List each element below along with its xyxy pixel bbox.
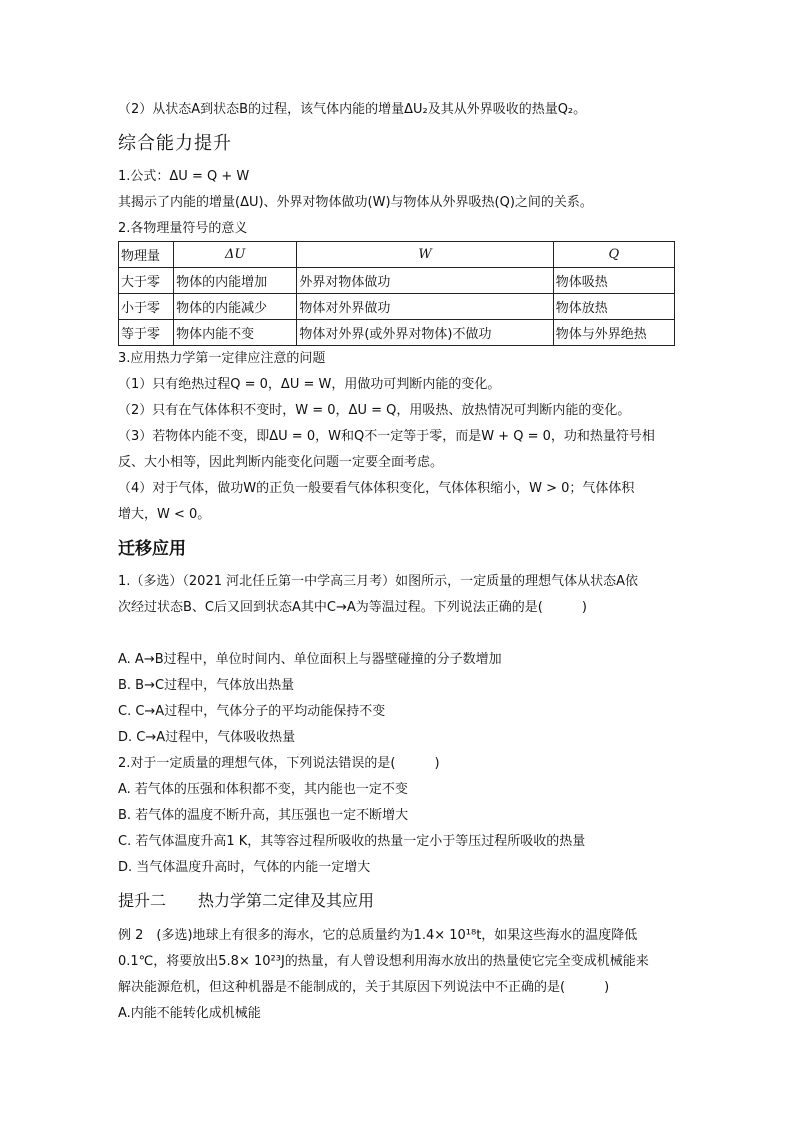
table-cell: 小于零	[119, 294, 174, 320]
table-header-cell: ΔU	[174, 242, 297, 268]
table-cell: 物体的内能增加	[174, 268, 297, 294]
note-line: （3）若物体内能不变，即ΔU = 0，W和Q不一定等于零，而是W + Q = 0，功和热量符号相	[118, 429, 655, 444]
section-title-transfer: 迁移应用	[118, 539, 186, 559]
table-header-cell: 物理量	[119, 242, 174, 268]
table-row	[119, 268, 675, 294]
table-cell: 物体与外界绝热	[553, 320, 674, 346]
question-2-stem: 2.对于一定质量的理想气体，下列说法错误的是( )	[118, 756, 440, 771]
example-2-option-a: A.内能不能转化成机械能	[118, 1006, 261, 1021]
question-2-text: （2）从状态A到状态B的过程，该气体内能的增量ΔU₂及其从外界吸收的热量Q₂。	[118, 102, 587, 117]
table-header-cell: Q	[553, 242, 674, 268]
table-cell: 物体的内能减少	[174, 294, 297, 320]
question-2-option-d: D. 当气体温度升高时，气体的内能一定增大	[118, 860, 371, 875]
example-2-line: 解决能源危机，但这种机器是不能制成的，关于其原因下列说法中不正确的是( )	[118, 980, 610, 995]
question-2-option-b: B. 若气体的温度不断升高，其压强也一定不断增大	[118, 808, 409, 823]
example-2-line: 0.1℃，将要放出5.8× 10²³J的热量，有人曾设想利用海水放出的热量使它完全变成机械能来	[118, 954, 649, 969]
question-2-option-c: C. 若气体温度升高1 K，其等容过程所吸收的热量一定小于等压过程所吸收的热量	[118, 834, 586, 849]
notes-title: 3.应用热力学第一定律应注意的问题	[118, 351, 326, 366]
table-cell: 物体对外界(或外界对物体)不做功	[297, 320, 553, 346]
table-cell: 物体内能不变	[174, 320, 297, 346]
note-line: （4）对于气体，做功W的正负一般要看气体体积变化，气体体积缩小，W > 0；气体体积	[118, 481, 635, 496]
table-cell: 等于零	[119, 320, 174, 346]
table-cell: 物体吸热	[553, 268, 674, 294]
section-title-second-law: 提升二 热力学第二定律及其应用	[118, 891, 375, 910]
question-1-stem: 次经过状态B、C后又回到状态A其中C→A为等温过程。下列说法正确的是( )	[118, 600, 587, 615]
question-1-stem: 1.（多选）（2021 河北任丘第一中学高三月考）如图所示，一定质量的理想气体从状态A依	[118, 574, 639, 589]
note-line: （1）只有绝热过程Q = 0，ΔU = W，用做功可判断内能的变化。	[118, 377, 501, 392]
table-header-row	[119, 242, 675, 268]
formula-line: 1.公式：ΔU = Q + W	[118, 169, 250, 184]
example-2-line: 例 2 (多选)地球上有很多的海水，它的总质量约为1.4× 10¹⁸t，如果这些海水的温度降低	[118, 928, 638, 943]
table-cell: 外界对物体做功	[297, 268, 553, 294]
section-title-comprehensive: 综合能力提升	[118, 133, 232, 154]
symbol-meaning-table	[118, 241, 675, 346]
reveal-line: 其揭示了内能的增量(ΔU)、外界对物体做功(W)与物体从外界吸热(Q)之间的关系。	[118, 195, 593, 210]
question-1-option-c: C. C→A过程中，气体分子的平均动能保持不变	[118, 704, 386, 719]
note-line: 增大，W < 0。	[118, 507, 211, 522]
note-line: 反、大小相等，因此判断内能变化问题一定要全面考虑。	[118, 455, 444, 470]
table-cell: 大于零	[119, 268, 174, 294]
question-1-option-a: A. A→B过程中，单位时间内、单位面积上与器壁碰撞的分子数增加	[118, 652, 502, 667]
table-row	[119, 294, 675, 320]
table-title: 2.各物理量符号的意义	[118, 221, 248, 236]
table-row	[119, 320, 675, 346]
question-1-option-b: B. B→C过程中，气体放出热量	[118, 678, 295, 693]
table-cell: 物体放热	[553, 294, 674, 320]
question-1-option-d: D. C→A过程中，气体吸收热量	[118, 730, 296, 745]
table-cell: 物体对外界做功	[297, 294, 553, 320]
table-header-cell: W	[297, 242, 553, 268]
question-2-option-a: A. 若气体的压强和体积都不变，其内能也一定不变	[118, 782, 408, 797]
note-line: （2）只有在气体体积不变时，W = 0，ΔU = Q，用吸热、放热情况可判断内能的变化。	[118, 403, 631, 418]
